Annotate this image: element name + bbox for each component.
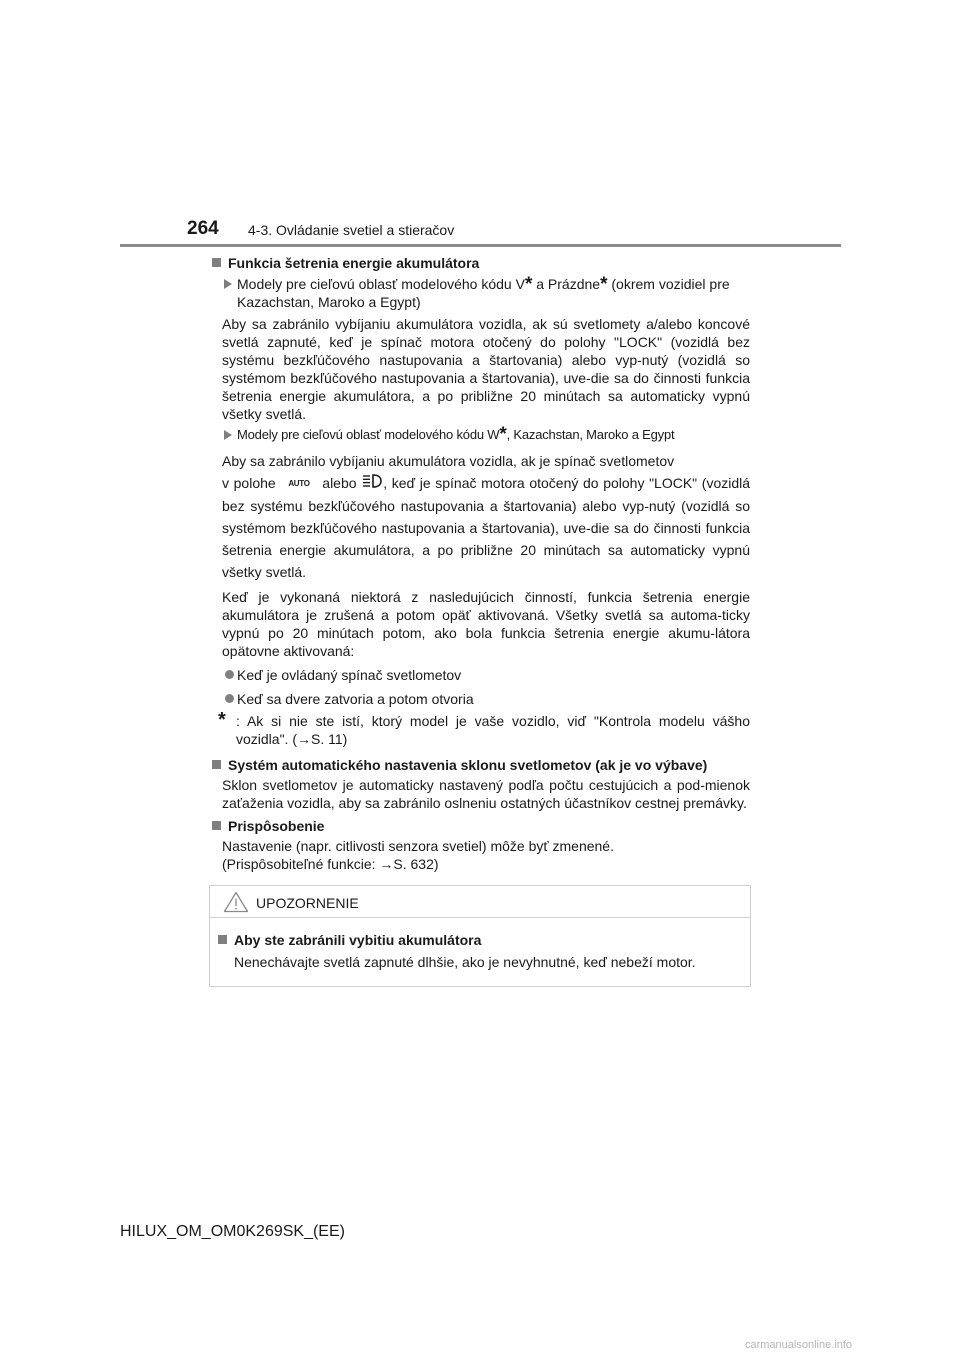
battery-saver-text-v: Aby sa zabránilo vybíjaniu akumulátora vozidla, ak sú svetlomety a/alebo koncové svetlá zapnuté, keď je spínač motora otočený do polohy "LOCK" (vozidlá bez systému bezkľúčového nastupovania a štartovania) alebo vyp-nutý (vozidlá so systémom bezkľúčového nastupovania a štartovania), uve-die sa do činnosti funkcia šetrenia energie akumulátora, a po približne 20 minútach sa automaticky vypnú všetky svetlá. — [222, 316, 750, 422]
page-header — [120, 218, 840, 246]
warning-title: UPOZORNENIE — [256, 895, 359, 911]
page-number: 264 — [187, 218, 219, 239]
footnote-star: * — [600, 274, 608, 295]
customization-text: Nastavenie (napr. citlivosti senzora svetiel) môže byť zmenené. (Prispôsobiteľné funkcie: →S. 632) — [222, 838, 614, 873]
header-divider — [120, 244, 841, 247]
models-w-subheading: Modely pre cieľovú oblasť modelového kódu W*, Kazachstan, Maroko a Egypt — [210, 426, 750, 444]
footnote-star: * — [499, 424, 507, 445]
warning-box — [209, 885, 751, 987]
warning-text: Nenechávajte svetlá zapnuté dlhšie, ako je nevyhnutné, keď nebeží motor. — [234, 954, 696, 970]
footnote-star: * — [218, 709, 226, 732]
leveling-text: Sklon svetlometov je automaticky nastavený podľa počtu cestujúcich a pod-mienok zaťaženia vozidla, aby sa zabránilo oslneniu ostatných účastníkov cestnej premávky. — [222, 777, 750, 812]
list-item: Keď je ovládaný spínač svetlometov — [210, 666, 750, 684]
warning-heading: Aby ste zabránili vybitiu akumulátora — [216, 931, 750, 949]
warning-body — [210, 918, 750, 971]
footnote-star: * — [524, 274, 533, 295]
warning-triangle-icon — [223, 891, 249, 918]
main-content — [210, 254, 750, 873]
battery-saver-heading: Funkcia šetrenia energie akumulátora — [210, 254, 750, 272]
watermark: carmanualsonline.info — [745, 1339, 853, 1351]
list-item: Keď sa dvere zatvoria a potom otvoria — [210, 690, 750, 708]
arrow-right-icon — [224, 430, 232, 440]
customization-heading: Prispôsobenie — [210, 817, 750, 835]
auto-light-icon: AUTO — [288, 479, 310, 488]
warning-header — [210, 886, 750, 918]
section-title: 4-3. Ovládanie svetiel a stieračov — [248, 222, 455, 238]
models-v-subheading: Modely pre cieľovú oblasť modelového kódu V* a Prázdne* (okrem vozidiel pre Kazachstan, Maroko a Egypt) — [210, 275, 750, 311]
document-code: HILUX_OM_OM0K269SK_(EE) — [120, 1223, 345, 1240]
battery-saver-text-w: Aby sa zabránilo vybíjaniu akumulátora vozidla, ak je spínač svetlometov v polohe AUTO alebo , keď je spínač motora otočený do polohy "LOCK" (vozidlá bez systému bezkľúčového nastupovania a štartovania) alebo vyp-nutý (vozidlá so systémom bezkľúčového nastupovania a štartovania), uve-die sa do činnosti funkcia šetrenia energie akumulátora, a po približne 20 minútach sa automaticky vypnú všetky svetlá. — [222, 453, 751, 581]
arrow-right-icon — [224, 279, 232, 289]
headlight-icon — [361, 473, 383, 495]
leveling-heading: Systém automatického nastavenia sklonu svetlometov (ak je vo výbave) — [210, 756, 750, 774]
footnote: * : Ak si nie ste istí, ktorý model je vaše vozidlo, viď "Kontrola modelu vášho vozidla". (→S. 11) — [218, 709, 750, 748]
battery-saver-cancel-text: Keď je vykonaná niektorá z nasledujúcich činností, funkcia šetrenia energie akumulátora je zrušená a potom opäť aktivovaná. Všetky svetlá sa automa-ticky vypnú po 20 minútach potom, ako bola funkcia šetrenia energie akumu-látora opätovne aktivovaná: — [222, 589, 750, 660]
